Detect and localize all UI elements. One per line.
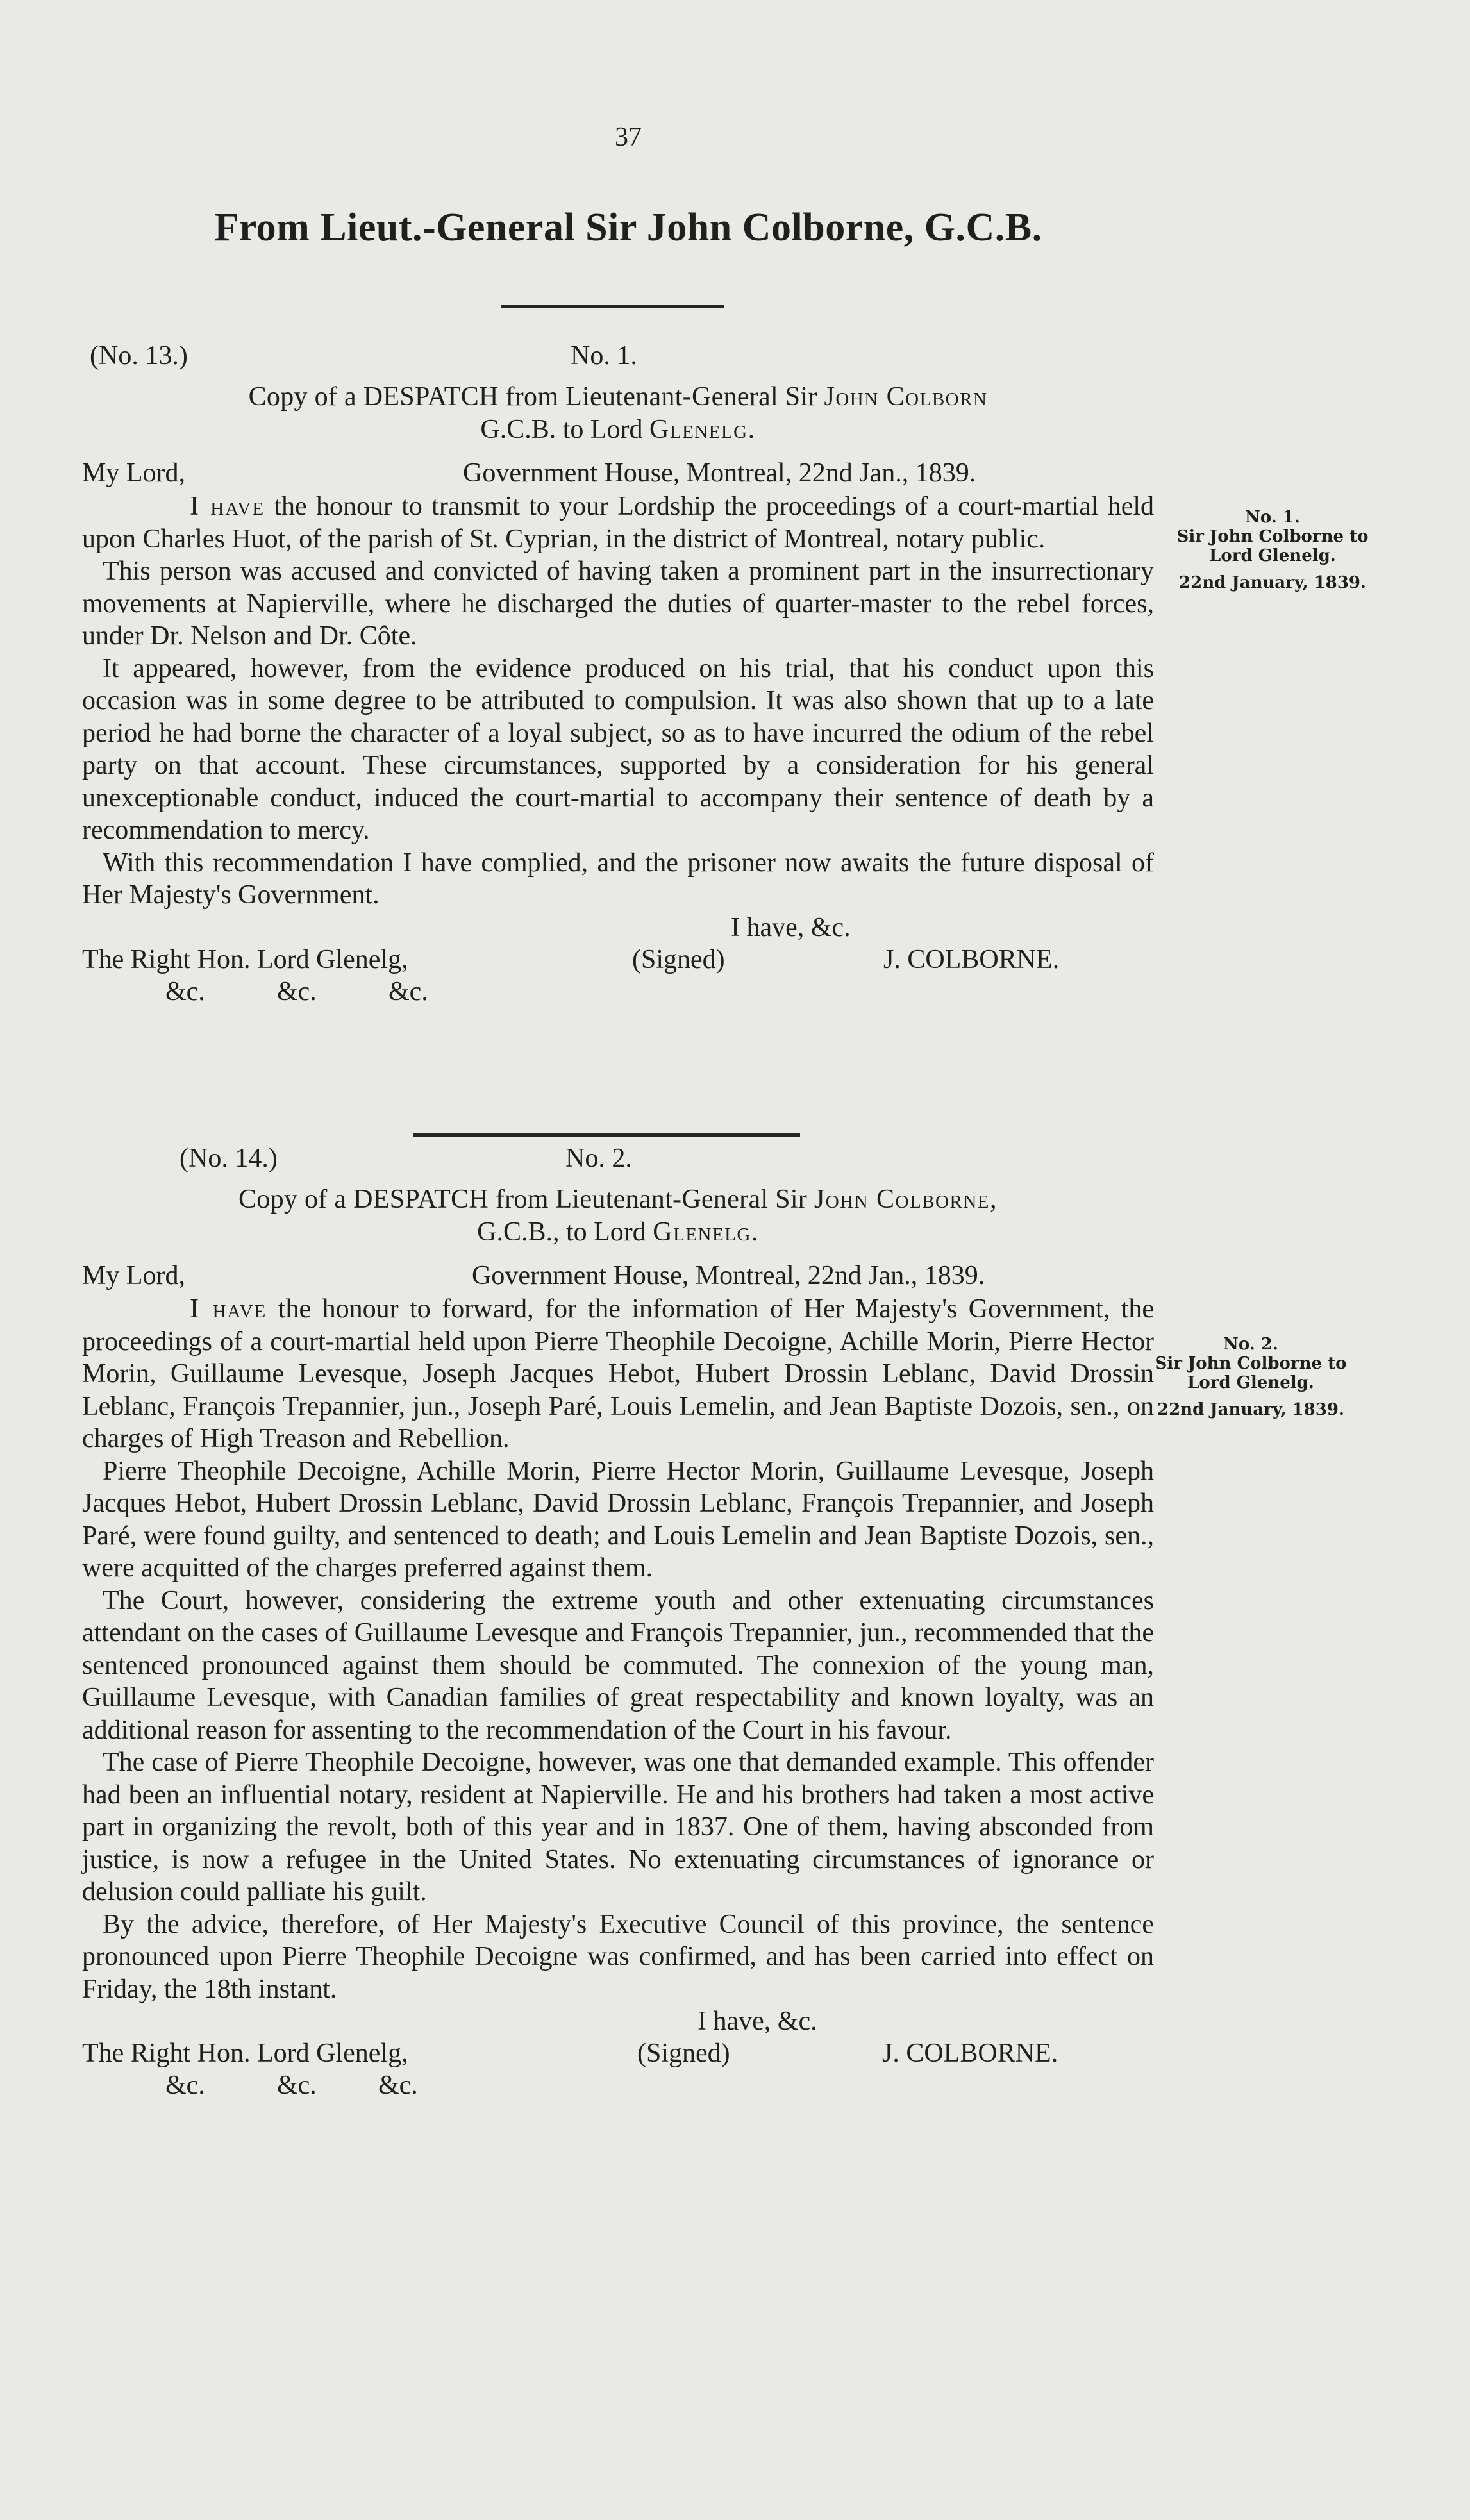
addressee: The Right Hon. Lord Glenelg,: [82, 2039, 408, 2068]
signature-row: [82, 944, 1154, 976]
paragraph: Pierre Theophile Decoigne, Achille Morin, Pierre Hector Morin, Guillaume Levesque, Joseph Jacques Hebot, Hubert Drossin Leblanc, David Drossin Leblanc, François Trepannier, and Joseph Paré, were found guilty, and sentenced to death; and Louis Lemelin and Jean Baptiste Dozois, sen., were acquitted of the charges preferred against them.: [82, 1456, 1154, 1583]
paragraph: By the advice, therefore, of Her Majesty's Executive Council of this province, the sentence pronounced upon Pierre Theophile Decoigne was confirmed, and has been carried into effect on Friday, the 18th instant.: [82, 1909, 1154, 2004]
place-date: Government House, Montreal, 22nd Jan., 1839.: [463, 458, 976, 488]
salutation: My Lord,: [82, 458, 185, 488]
marginal-number: No. 1.: [1245, 508, 1300, 527]
marginal-to: Lord Glenelg.: [1187, 1373, 1314, 1392]
despatch-number: No. 2.: [565, 1144, 632, 1173]
despatch-ref: (No. 14.): [180, 1144, 278, 1173]
despatch-title-line2-prefix: G.C.B., to Lord: [477, 1217, 653, 1247]
marginal-date: 22nd January, 1839.: [1157, 1400, 1344, 1419]
etc-row: [82, 2069, 1154, 2101]
despatch-title-name: John Colborn: [824, 382, 988, 412]
addressee: The Right Hon. Lord Glenelg,: [82, 944, 408, 974]
despatch-title-line2-name: Glenelg.: [653, 1217, 759, 1247]
despatch-ref: (No. 13.): [90, 341, 188, 371]
page-number: 37: [615, 122, 642, 152]
paragraph: It appeared, however, from the evidence produced on his trial, that his conduct upon this occasion was in some degree to be attributed to compulsion. It was also shown that up to a late period he had borne the character of a loyal subject, so as to have incurred the odium of the rebel party on that account. These circumstances, supported by a consideration for his general unexceptionable conduct, induced the court-martial to accompany their sentence of death by a recommendation to mercy.: [82, 653, 1154, 845]
despatch-title-prefix: Copy of a DESPATCH from Lieutenant-General Sir: [238, 1185, 814, 1214]
signature-row: [82, 2037, 1154, 2069]
etc: &c.: [165, 2071, 205, 2100]
despatch-title: [82, 1183, 1154, 1216]
despatch-title-line2: [82, 1216, 1154, 1249]
closing-row: [82, 2005, 1154, 2037]
closing: I have, &c.: [731, 912, 851, 942]
paragraph-text: the honour to transmit to your Lordship the proceedings of a court-martial held upon Charles Huot, of the parish of St. Cyprian, in the district of Montreal, notary public.: [82, 492, 1155, 554]
despatch-title: [82, 381, 1154, 413]
opening-word: I have: [190, 1294, 267, 1324]
marginal-note-1: [1167, 508, 1378, 592]
paragraph: This person was accused and convicted of having taken a prominent part in the insurrectionary movements at Napierville, where he discharged the duties of quarter-master to the rebel forces, under Dr. Nelson and Dr. Côte.: [82, 556, 1154, 651]
closing: I have, &c.: [697, 2007, 817, 2036]
salutation-row: [82, 1260, 1154, 1293]
paragraph: The Court, however, considering the extreme youth and other extenuating circumstances attendant on the cases of Guillaume Levesque and François Trepannier, jun., recommended that the sentenced pronounced against them should be commuted. The connexion of the young man, Guillaume Levesque, with Canadian families of great respectability and known loyalty, was an additional reason for assenting to the recommendation of the Court in his favour.: [82, 1585, 1154, 1745]
despatch-1: [82, 340, 1154, 1008]
despatch-number-row: [82, 1142, 1154, 1176]
despatch-title-line2-name: Glenelg.: [649, 414, 756, 444]
despatch-number: No. 1.: [571, 341, 637, 371]
paragraph: With this recommendation I have complied, and the prisoner now awaits the future disposal of Her Majesty's Government.: [82, 847, 1154, 910]
marginal-number: No. 2.: [1223, 1335, 1278, 1354]
marginal-from: Sir John Colborne to: [1155, 1354, 1347, 1373]
signature: J. COLBORNE.: [883, 944, 1060, 974]
etc: &c.: [388, 976, 428, 1006]
marginal-date: 22nd January, 1839.: [1179, 573, 1366, 592]
marginal-from: Sir John Colborne to: [1176, 527, 1369, 546]
page-heading: From Lieut.-General Sir John Colborne, G.C.B.: [214, 206, 1042, 249]
salutation-row: [82, 457, 1154, 490]
etc: &c.: [277, 976, 317, 1006]
signed-label: (Signed): [632, 944, 725, 974]
despatch-title-line2-prefix: G.C.B. to Lord: [480, 414, 650, 444]
despatch-title-name: John Colborne,: [814, 1185, 998, 1214]
despatch-title-line2: [82, 413, 1154, 446]
despatch-title-prefix: Copy of a DESPATCH from Lieutenant-General Sir: [248, 382, 824, 412]
despatch-2: [82, 1142, 1154, 2101]
despatch-separator-rule: [413, 1133, 800, 1137]
paragraph: [82, 490, 1154, 555]
etc: &c.: [277, 2071, 317, 2100]
paragraph: [82, 1293, 1154, 1455]
signature: J. COLBORNE.: [882, 2039, 1058, 2068]
paragraph-text: the honour to forward, for the information of Her Majesty's Government, the proceedings of a court-martial held upon Pierre Theophile Decoigne, Achille Morin, Pierre Hector Morin, Guillaume Levesque, Joseph Jacques Hebot, Hubert Drossin Leblanc, David Drossin Leblanc, François Trepannier, jun., Joseph Paré, Louis Lemelin, and Jean Baptiste Dozois, sen., on charges of High Treason and Rebellion.: [82, 1294, 1155, 1453]
etc: &c.: [165, 976, 205, 1006]
etc-row: [82, 976, 1154, 1008]
opening-word: I have: [190, 492, 265, 521]
place-date: Government House, Montreal, 22nd Jan., 1839.: [472, 1261, 985, 1290]
despatch-number-row: [82, 340, 1154, 373]
paragraph: The case of Pierre Theophile Decoigne, however, was one that demanded example. This offender had been an influential notary, resident at Napierville. He and his brothers had taken a most active part in organizing the revolt, both of this year and in 1837. One of them, having absconded from justice, is now a refugee in the United States. No extenuating circumstances of ignorance or delusion could palliate his guilt.: [82, 1748, 1154, 1907]
marginal-to: Lord Glenelg.: [1209, 546, 1336, 565]
marginal-note-2: [1145, 1335, 1357, 1419]
closing-row: [82, 912, 1154, 944]
heading-rule: [501, 305, 724, 308]
signed-label: (Signed): [637, 2039, 730, 2068]
salutation: My Lord,: [82, 1261, 185, 1290]
etc: &c.: [378, 2071, 418, 2100]
